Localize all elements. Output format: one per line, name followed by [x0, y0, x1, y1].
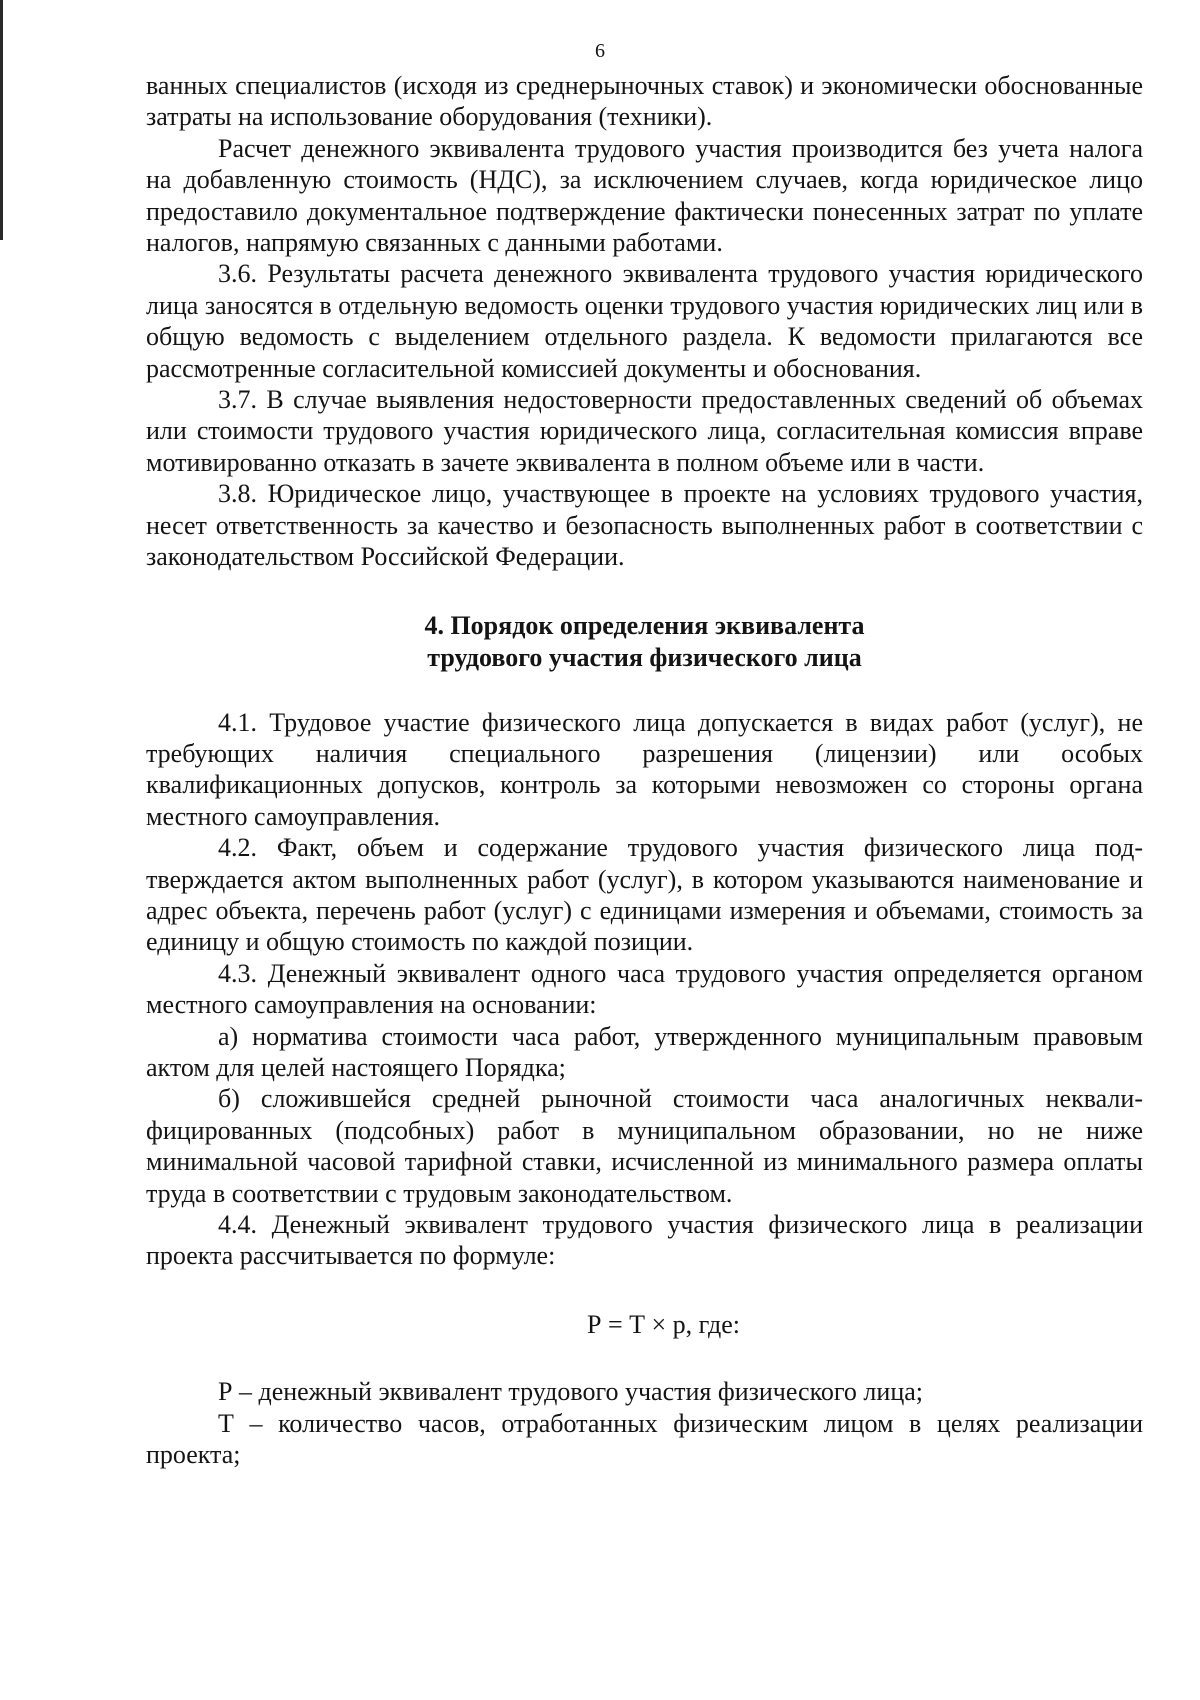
paragraph-4-2: 4.2. Факт, объем и содержание трудового участия физического лица подтверждается актом выполненных работ (услуг), в котором указываются наименование и адрес объекта, перечень работ (услуг) с единицами измерения и объемами, стоимость за единицу и общую стоимость по каждой позиции.	[146, 833, 1144, 957]
page-number: 6	[595, 40, 605, 62]
paragraph-4-3: 4.3. Денежный эквивалент одного часа трудового участия определяется органом местного самоуправления на основании:	[146, 958, 1143, 1020]
paragraph-vat: Расчет денежного эквивалента трудового участия производится без учета налога на добавленную стоимость (НДС), за исключением случаев, когда юридическое лицо предоставило документальное подтверждение фактически понесенных затрат по уплате налогов, напрямую связанных с данными работами.	[146, 133, 1143, 258]
paragraph-3-6: 3.6. Результаты расчета денежного эквивалента трудового участия юридического лица заносятся в отдельную ведомость оценки трудового участия юридических лиц или в общую ведомость с выделением отдельного раздела. К ведомости прилагаются все рассмотренные согласительной комиссией документы и обоснования.	[146, 259, 1144, 383]
paragraph-4-4: 4.4. Денежный эквивалент трудового участия физического лица в реализации проекта рассчитывается по формуле:	[146, 1210, 1143, 1271]
paragraph-3-7: 3.7. В случае выявления недостоверности предоставленных сведений об объемах или стоимости трудового участия юридического лица, согласительная комиссия вправе мотивированно отказать в зачете эквивалента в полном объеме или в части.	[146, 385, 1143, 477]
section-heading-line-2: трудового участия физического лица	[427, 642, 862, 672]
paragraph-3-8: 3.8. Юридическое лицо, участвующее в проекте на условиях трудового участия, несет ответственность за качество и безопасность выполненных работ в соответствии с законодательством Российской Федерации.	[146, 479, 1143, 572]
paragraph-4-1: 4.1. Трудовое участие физического лица допускается в видах работ (услуг), не требующих наличия специального разрешения (лицензии) или особых квалификационных допусков, контроль за которыми невозможен со стороны органа местного самоуправления.	[146, 707, 1143, 831]
formula: Р = Т × р, где:	[586, 1309, 741, 1339]
definition-t: Т – количество часов, отработанных физическим лицом в целях реализации проекта;	[146, 1408, 1143, 1470]
paragraph-continuation: ванных специалистов (исходя из среднерыночных ставок) и экономически обоснованные затраты на использование оборудования (техники).	[146, 71, 1143, 132]
paragraph-4-3-b: б) сложившейся средней рыночной стоимости часа аналогичных неквалифицированных (подсобных) работ в муниципальном образовании, но не ниже минимальной часовой тарифной ставки, исчисленной из минимального размера оплаты труда в соответствии с трудовым законодательством.	[146, 1084, 1144, 1208]
scan-edge-mark	[0, 0, 3, 240]
section-heading-line-1: 4. Порядок определения эквивалента	[424, 610, 865, 640]
definition-p: Р – денежный эквивалент трудового участия физического лица;	[218, 1377, 923, 1407]
paragraph-4-3-a: а) норматива стоимости часа работ, утвержденного муниципальным правовым актом для целей настоящего Порядка;	[146, 1021, 1143, 1082]
document-body	[146, 70, 1143, 1470]
section-heading	[146, 610, 1143, 674]
